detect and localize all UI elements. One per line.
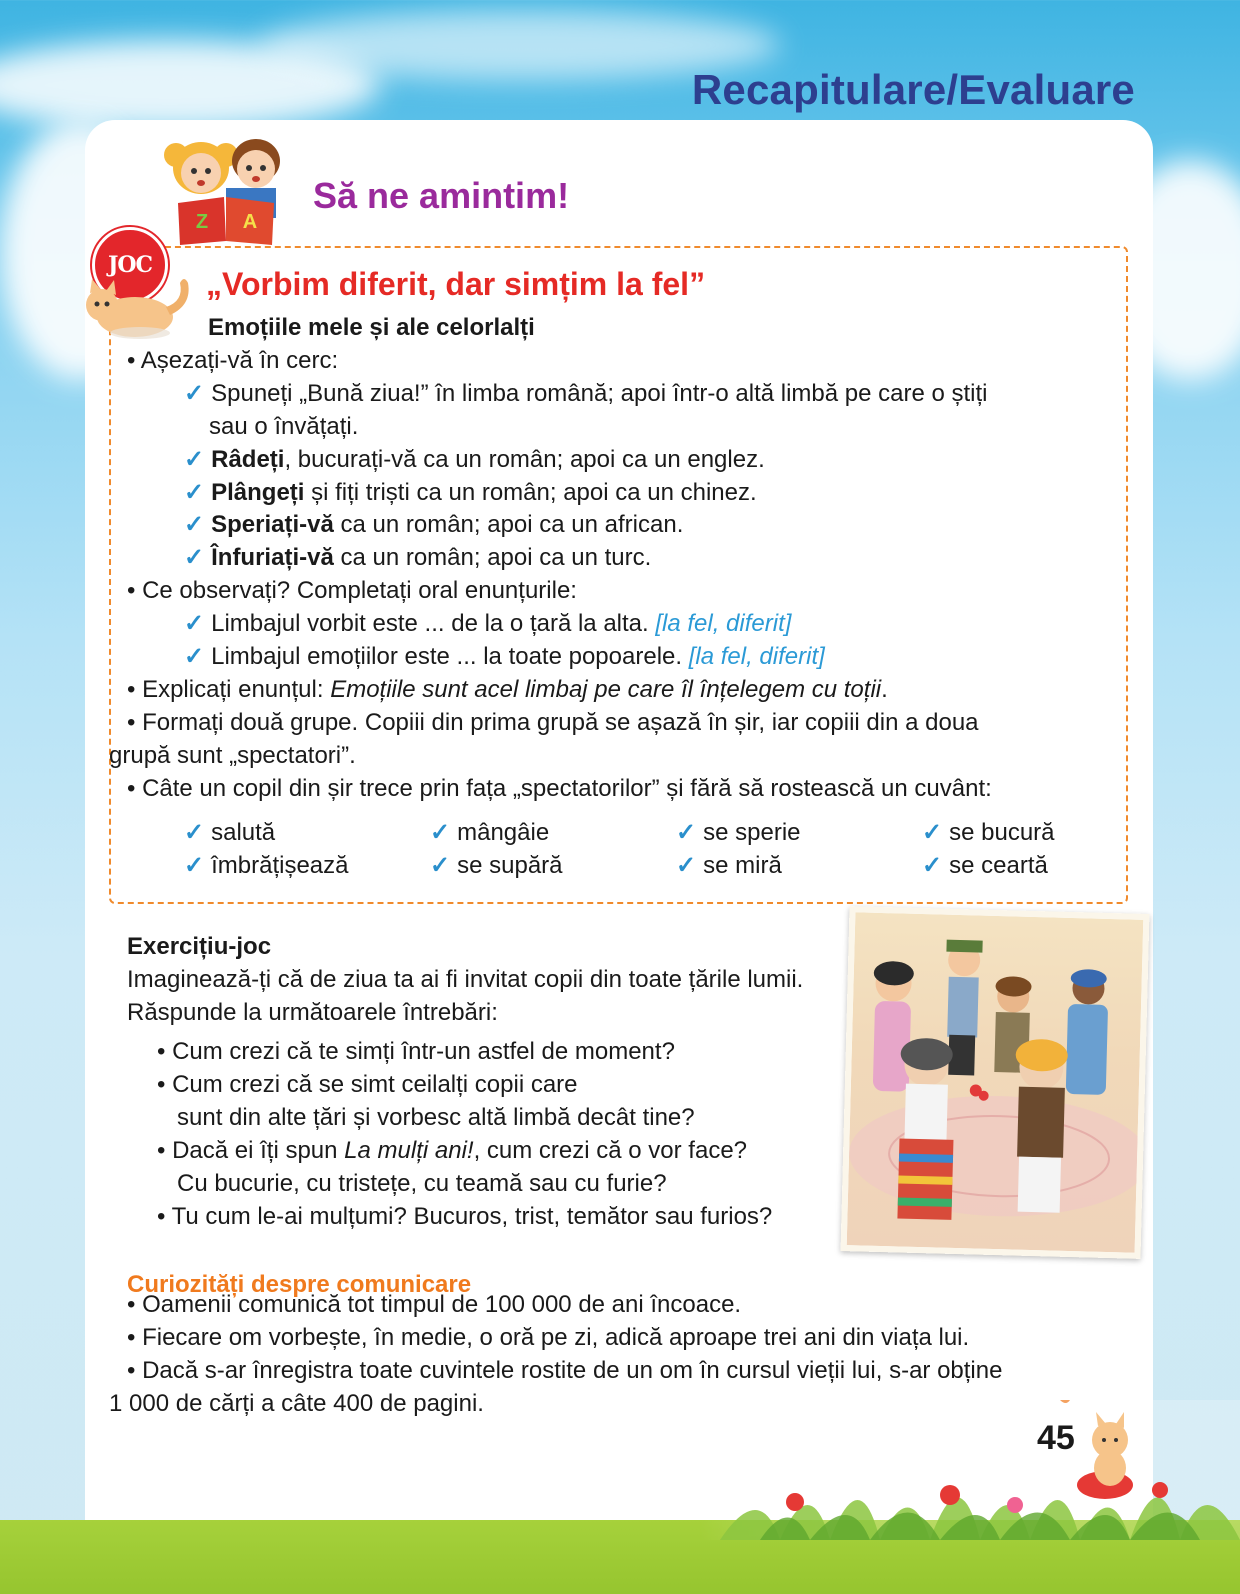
action-item: ✓ se sperie [676, 816, 801, 849]
exercise-question: • Cum crezi că se simt ceilalți copii care [157, 1071, 578, 1098]
children-circle-illustration [841, 906, 1150, 1259]
checkmark-icon: ✓ [676, 819, 697, 846]
check-item: ✓ Râdeți, bucurați-vă ca un român; apoi ca un englez. [184, 443, 765, 476]
checkmark-icon: ✓ [184, 610, 205, 637]
checkmark-icon: ✓ [184, 380, 205, 407]
action-item: ✓ se supără [430, 849, 563, 882]
game-title: „Vorbim diferit, dar simțim la fel” [206, 266, 706, 302]
check-item: ✓ Limbajul emoțiilor este ... la toate popoarele. [la fel, diferit] [184, 640, 825, 673]
joc-badge: JOC [92, 227, 168, 303]
exercise-question-continuation: Cu bucurie, cu tristețe, cu teamă sau cu furie? [177, 1170, 667, 1197]
bullet-groups-continuation: grupă sunt „spectatori”. [109, 742, 356, 769]
kids-reading-illustration [156, 133, 296, 248]
exercise-question: • Dacă ei îți spun La mulți ani!, cum crezi că o vor face? [157, 1137, 748, 1164]
exercise-question: • Tu cum le-ai mulțumi? Bucuros, trist, temător sau furios? [157, 1203, 773, 1230]
checkmark-icon: ✓ [922, 852, 943, 879]
check-item: ✓ Speriați-vă ca un român; apoi ca un african. [184, 508, 683, 541]
exercise-intro: Imaginează-ți că de ziua ta ai fi invitat copii din toate țările lumii. [127, 966, 804, 993]
action-item: ✓ îmbrățișează [184, 849, 349, 882]
exercise-intro: Răspunde la următoarele întrebări: [127, 999, 498, 1026]
curiosity-item: • Oamenii comunică tot timpul de 100 000 de ani încoace. [127, 1291, 742, 1318]
bullet-sit-in-circle: • Așezați-vă în cerc: [127, 347, 339, 374]
check-item: ✓ Limbajul vorbit este ... de la o țară la alta. [la fel, diferit] [184, 607, 791, 640]
grass-flowers-illustration [700, 1400, 1240, 1540]
page-header-title: Recapitulare/Evaluare [691, 66, 1135, 113]
action-item: ✓ mângâie [430, 816, 549, 849]
checkmark-icon: ✓ [184, 544, 205, 571]
checkmark-icon: ✓ [184, 479, 205, 506]
exercise-title: Exercițiu-joc [127, 933, 272, 960]
checkmark-icon: ✓ [184, 511, 205, 538]
game-subtitle: Emoțiile mele și ale celorlalți [208, 314, 535, 341]
check-item: ✓ Înfuriați-vă ca un român; apoi ca un turc. [184, 541, 651, 574]
action-item: ✓ se ceartă [922, 849, 1048, 882]
checkmark-icon: ✓ [676, 852, 697, 879]
action-item: ✓ se miră [676, 849, 782, 882]
check-item: ✓ Plângeți și fiți triști ca un român; apoi ca un chinez. [184, 476, 757, 509]
section-title: Să ne amintim! [313, 175, 570, 216]
bullet-groups: • Formați două grupe. Copiii din prima grupă se așază în șir, iar copiii din a doua [127, 709, 979, 736]
curiosity-item-continuation: 1 000 de cărți a câte 400 de pagini. [109, 1390, 484, 1417]
action-item: ✓ se bucură [922, 816, 1055, 849]
exercise-question: • Cum crezi că te simți într-un astfel de moment? [157, 1038, 675, 1065]
exercise-question-continuation: sunt din alte țări și vorbesc altă limbă decât tine? [177, 1104, 695, 1131]
checkmark-icon: ✓ [184, 852, 205, 879]
curiosities-title: Curiozități despre comunicare [127, 1271, 472, 1298]
checkmark-icon: ✓ [430, 852, 451, 879]
bullet-each-child: • Câte un copil din șir trece prin fața „spectatorilor” și fără să rostească un cuvânt: [127, 775, 992, 802]
bullet-explain: • Explicați enunțul: Emoțiile sunt acel limbaj pe care îl înțelegem cu toții. [127, 676, 888, 703]
cat-illustration [80, 275, 205, 345]
check-item-continuation: sau o învățați. [209, 413, 359, 440]
action-item: ✓ salută [184, 816, 275, 849]
bullet-observe: • Ce observați? Completați oral enunțurile: [127, 577, 577, 604]
curiosity-item: • Fiecare om vorbește, în medie, o oră pe zi, adică aproape trei ani din viața lui. [127, 1324, 970, 1351]
checkmark-icon: ✓ [430, 819, 451, 846]
checkmark-icon: ✓ [184, 446, 205, 473]
checkmark-icon: ✓ [184, 819, 205, 846]
children-illustration-drawing [847, 912, 1144, 1252]
curiosity-item: • Dacă s-ar înregistra toate cuvintele rostite de un om în cursul vieții lui, s-ar obține [127, 1357, 1003, 1384]
check-item: ✓ Spuneți „Bună ziua!” în limba română; apoi într-o altă limbă pe care o știți [184, 377, 988, 410]
checkmark-icon: ✓ [922, 819, 943, 846]
book-letter-z: Z [195, 211, 209, 233]
page-number: 45 [1037, 1419, 1075, 1457]
checkmark-icon: ✓ [184, 643, 205, 670]
book-letter-a: A [242, 211, 258, 233]
